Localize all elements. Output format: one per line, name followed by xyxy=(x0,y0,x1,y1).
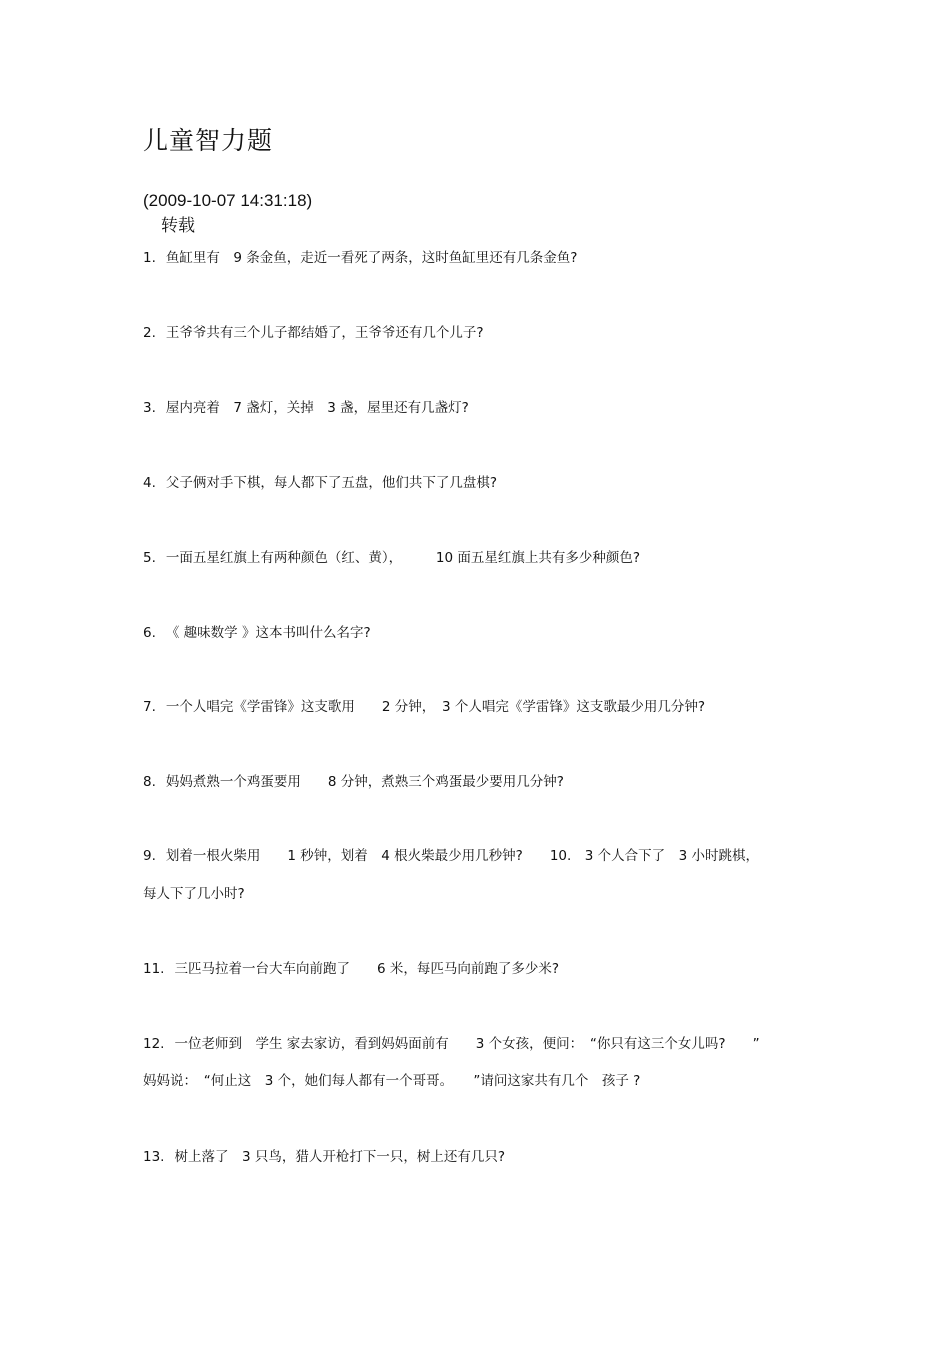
question-text: 一位老师到 学生 家去家访，看到妈妈面前有 3 个女孩，便问： “你只有这三个女儿吗? ” xyxy=(174,1036,760,1052)
question-number: 1. xyxy=(143,250,156,266)
question-number: 11. xyxy=(143,961,165,977)
document-title: 儿童智力题 xyxy=(143,126,274,155)
question-number: 7. xyxy=(143,699,156,715)
question-text: 父子俩对手下棋，每人都下了五盘，他们共下了几盘棋? xyxy=(165,475,498,491)
question-number: 2. xyxy=(143,325,156,341)
question-number: 3. xyxy=(143,400,156,416)
question-text: 一个人唱完《学雷锋》这支歌用 2 分钟， 3 个人唱完《学雷锋》这支歌最少用几分钟? xyxy=(165,699,706,715)
question-number: 4. xyxy=(143,475,156,491)
post-date: (2009-10-07 14:31:18) xyxy=(143,191,313,210)
question-text: 妈妈煮熟一个鸡蛋要用 8 分钟，煮熟三个鸡蛋最少要用几分钟? xyxy=(165,774,564,790)
question-item xyxy=(143,772,564,792)
question-item xyxy=(143,548,640,568)
question-text: 鱼缸里有 9 条金鱼，走近一看死了两条，这时鱼缸里还有几条金鱼? xyxy=(165,250,578,266)
question-continuation: 妈妈说： “何止这 3 个，她们每人都有一个哥哥。 ”请问这家共有几个 孩子 ? xyxy=(143,1073,641,1089)
question-text: 屋内亮着 7 盏灯，关掉 3 盏，屋里还有几盏灯? xyxy=(165,400,469,416)
question-continuation: 每人下了几小时? xyxy=(143,886,245,902)
question-item xyxy=(143,959,559,979)
question-item xyxy=(143,623,371,643)
question-item xyxy=(143,473,497,493)
question-text: 《 趣味数学 》这本书叫什么名字? xyxy=(165,625,371,641)
question-text: 三匹马拉着一台大车向前跑了 6 米，每匹马向前跑了多少米? xyxy=(174,961,560,977)
question-number: 9. xyxy=(143,848,156,864)
question-item xyxy=(143,1034,760,1054)
question-item xyxy=(143,846,759,866)
question-item xyxy=(143,697,705,717)
question-text: 王爷爷共有三个儿子都结婚了，王爷爷还有几个儿子? xyxy=(165,325,484,341)
question-item xyxy=(143,323,484,343)
question-item xyxy=(143,248,577,268)
question-number: 13. xyxy=(143,1149,165,1165)
question-item xyxy=(143,398,469,418)
question-number: 5. xyxy=(143,550,156,566)
question-number: 12. xyxy=(143,1036,165,1052)
question-item xyxy=(143,1147,505,1167)
repost-label: 转载 xyxy=(161,216,195,236)
question-number: 6. xyxy=(143,625,156,641)
question-text: 划着一根火柴用 1 秒钟，划着 4 根火柴最少用几秒钟? 10. 3 个人合下了 3 小时跳棋， xyxy=(165,848,760,864)
question-text: 树上落了 3 只鸟，猎人开枪打下一只，树上还有几只? xyxy=(174,1149,506,1165)
question-text: 一面五星红旗上有两种颜色（红、黄）， 10 面五星红旗上共有多少种颜色? xyxy=(165,550,641,566)
question-number: 8. xyxy=(143,774,156,790)
